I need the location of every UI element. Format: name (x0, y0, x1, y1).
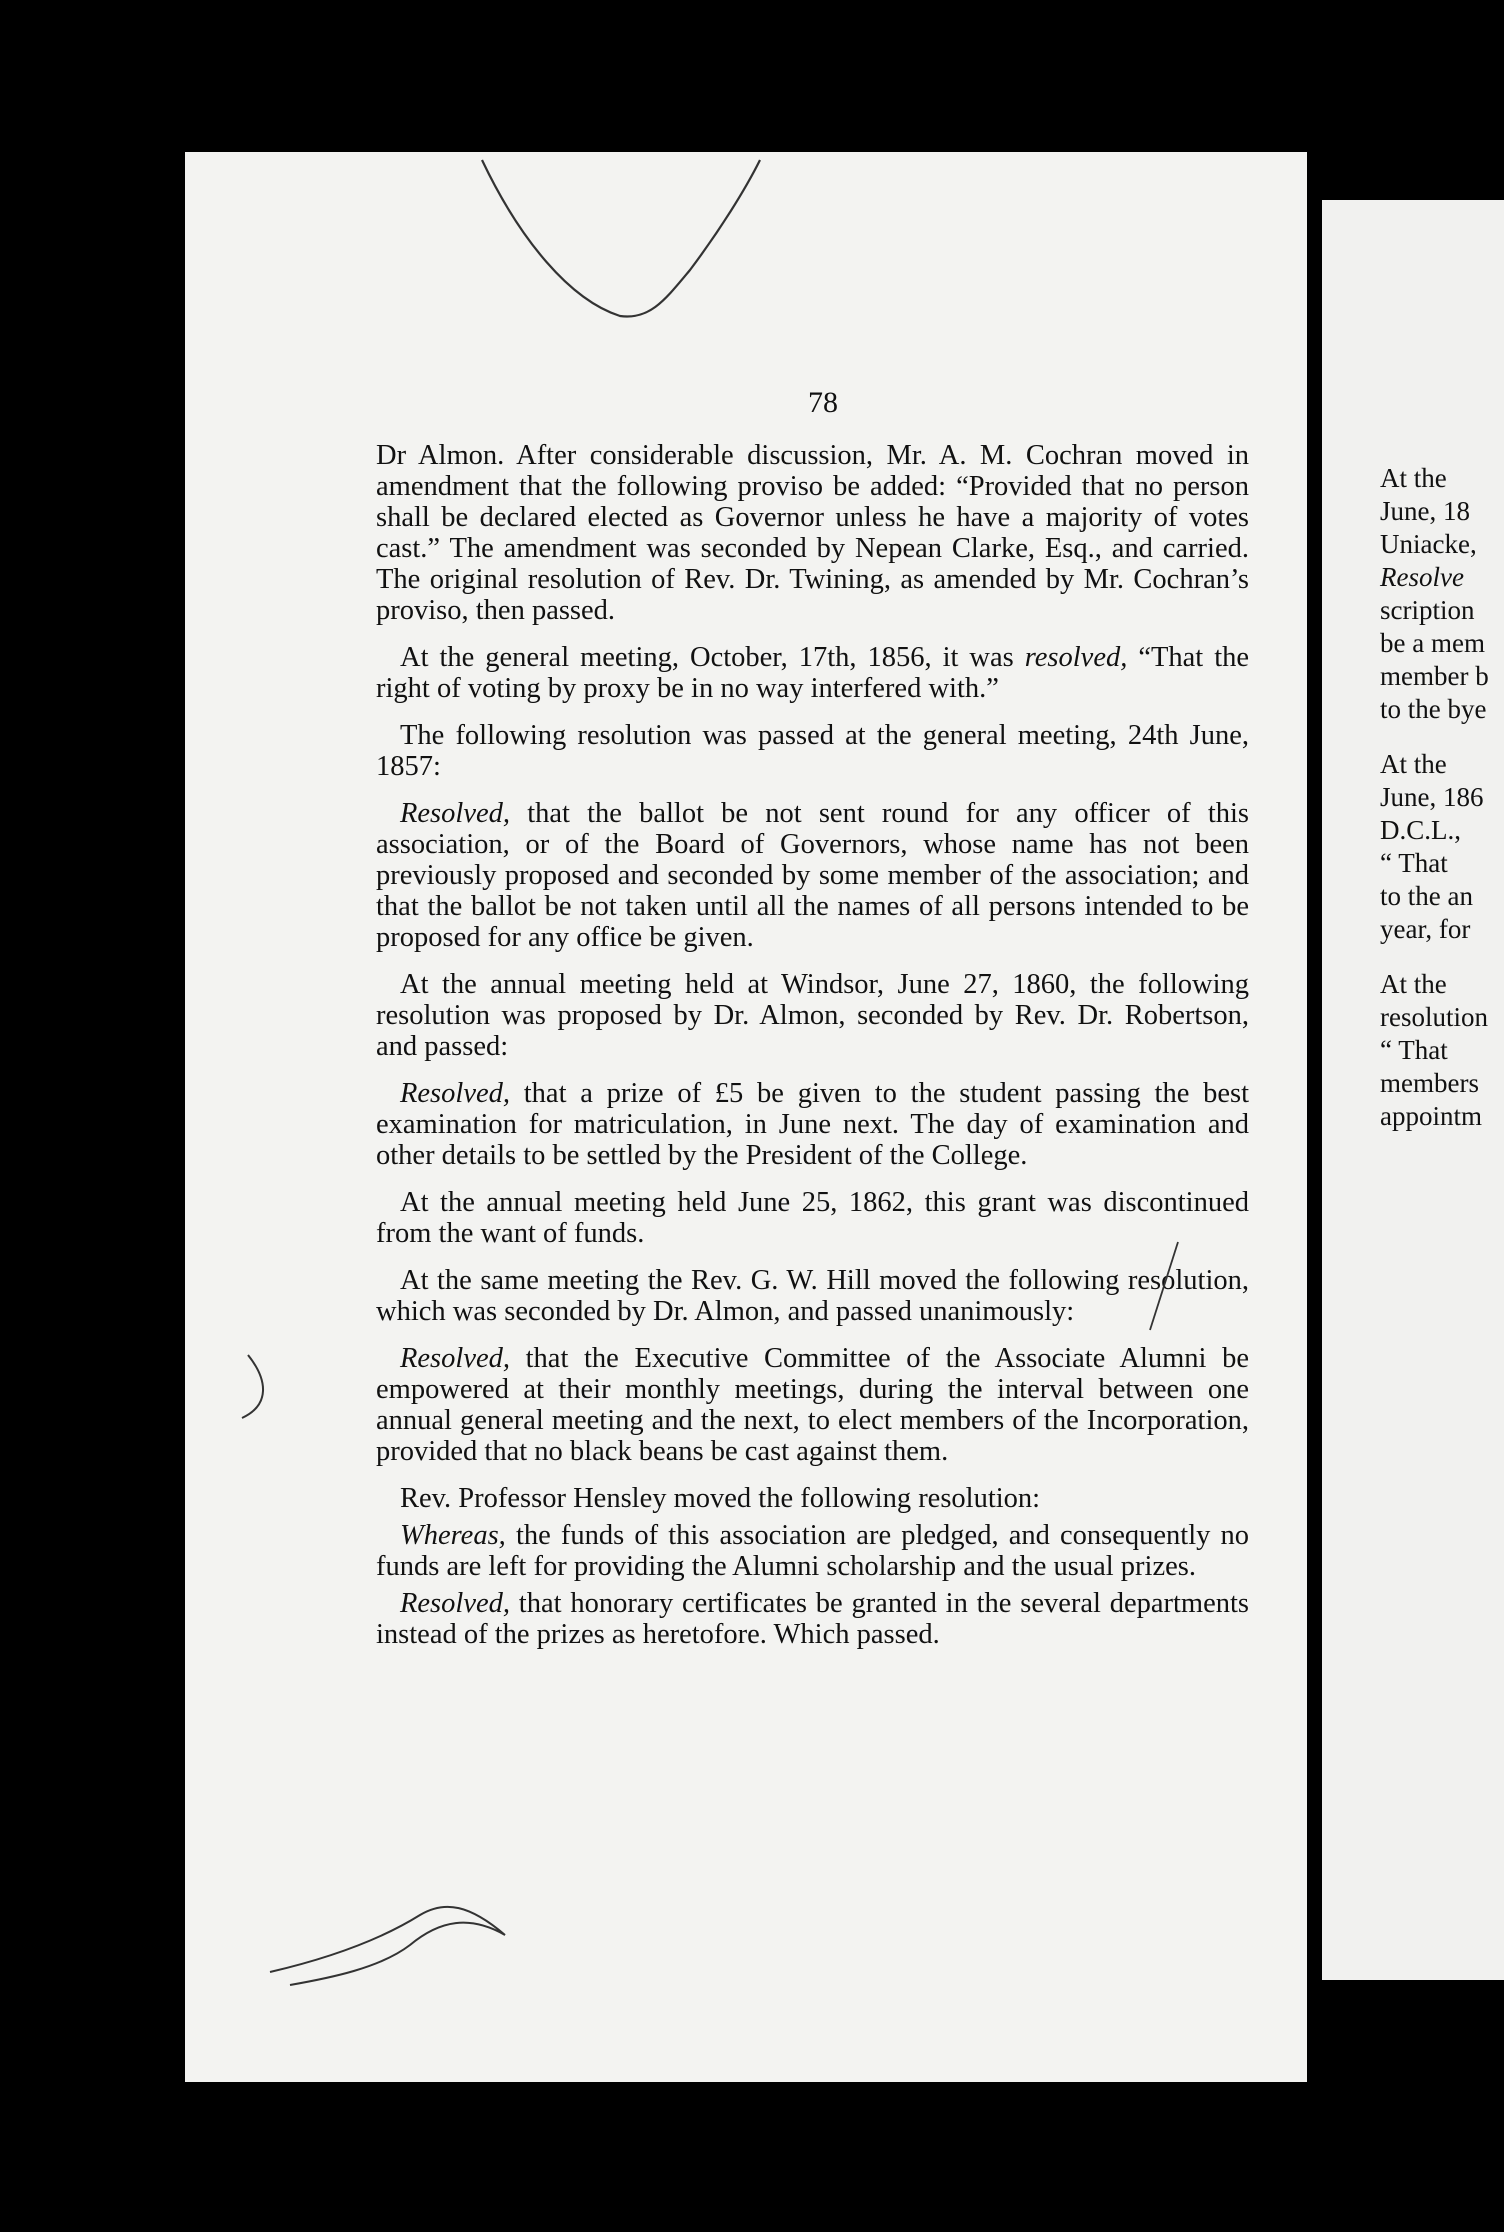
facing-line: “ That (1380, 1035, 1448, 1065)
facing-line: member b (1380, 661, 1489, 691)
facing-page-text (1380, 462, 1504, 1133)
page-number: 78 (808, 386, 838, 419)
paragraph-prize-resolution: Resolved, that a prize of £5 be given to the student passing the best examination for matriculation, in June next. The day of examination and other details to be settled by the President of the College. (376, 1078, 1250, 1171)
facing-line: scription (1380, 595, 1475, 625)
paragraph-hill-motion: At the same meeting the Rev. G. W. Hill moved the following resolution, which was seconded by Dr. Almon, and passed unanimously: (376, 1265, 1249, 1327)
facing-line: “ That (1380, 848, 1448, 878)
paragraph-hensley-motion: Rev. Professor Hensley moved the following resolution: (400, 1483, 1041, 1514)
facing-line: members (1380, 1068, 1479, 1098)
facing-line: June, 18 (1380, 496, 1470, 526)
facing-line: to the bye (1380, 694, 1487, 724)
paragraph-1857-intro: The following resolution was passed at the general meeting, 24th June, 1857: (376, 720, 1249, 782)
facing-line: year, for (1380, 914, 1471, 944)
facing-line: to the an (1380, 881, 1473, 911)
paragraph-whereas: Whereas, the funds of this association are pledged, and consequently no funds are left for providing the Alumni scholarship and the usual prizes. (376, 1520, 1249, 1582)
page-body (376, 440, 1249, 1666)
facing-line: Uniacke, (1380, 529, 1477, 559)
paragraph-executive-committee: Resolved, that the Executive Committee of the Associate Alumni be empowered at their monthly meetings, during the interval between one annual general meeting and the next, to elect members of the Incorporation, provided that no black beans be cast against them. (376, 1343, 1250, 1467)
facing-line: At the (1380, 749, 1447, 779)
facing-line: D.C.L., (1380, 815, 1461, 845)
facing-line: At the (1380, 969, 1447, 999)
facing-line: June, 186 (1380, 782, 1484, 812)
paragraph-grant-discontinued: At the annual meeting held June 25, 1862, this grant was discontinued from the want of funds. (376, 1187, 1249, 1249)
facing-line: At the (1380, 463, 1447, 493)
paragraph-almon-amendment: Dr Almon. After considerable discussion, Mr. A. M. Cochran moved in amendment that the following proviso be added: “Provided that no person shall be declared elected as Governor unless he have a majority of votes cast.” The amendment was seconded by Nepean Clarke, Esq., and carried. The original resolution of Rev. Dr. Twining, as amended by Mr. Cochran’s proviso, then passed. (376, 440, 1249, 626)
facing-line: appointm (1380, 1101, 1482, 1131)
paragraph-ballot-resolution: Resolved, that the ballot be not sent round for any officer of this association, or of the Board of Governors, whose name has not been previously proposed and seconded by some member of the association; and that the ballot be not taken until all the names of all persons intended to be proposed for any office be given. (376, 798, 1250, 953)
facing-line: resolution (1380, 1002, 1488, 1032)
facing-line: Resolve (1380, 562, 1464, 592)
paragraph-honorary-certificates: Resolved, that honorary certificates be granted in the several departments instead of the prizes as heretofore. Which passed. (376, 1588, 1249, 1650)
facing-line: be a mem (1380, 628, 1485, 658)
paragraph-windsor-1860: At the annual meeting held at Windsor, June 27, 1860, the following resolution was proposed by Dr. Almon, seconded by Rev. Dr. Robertson, and passed: (376, 969, 1249, 1062)
paragraph-proxy-voting: At the general meeting, October, 17th, 1856, it was resolved, “That the right of voting by proxy be in no way interfered with.” (376, 642, 1250, 704)
